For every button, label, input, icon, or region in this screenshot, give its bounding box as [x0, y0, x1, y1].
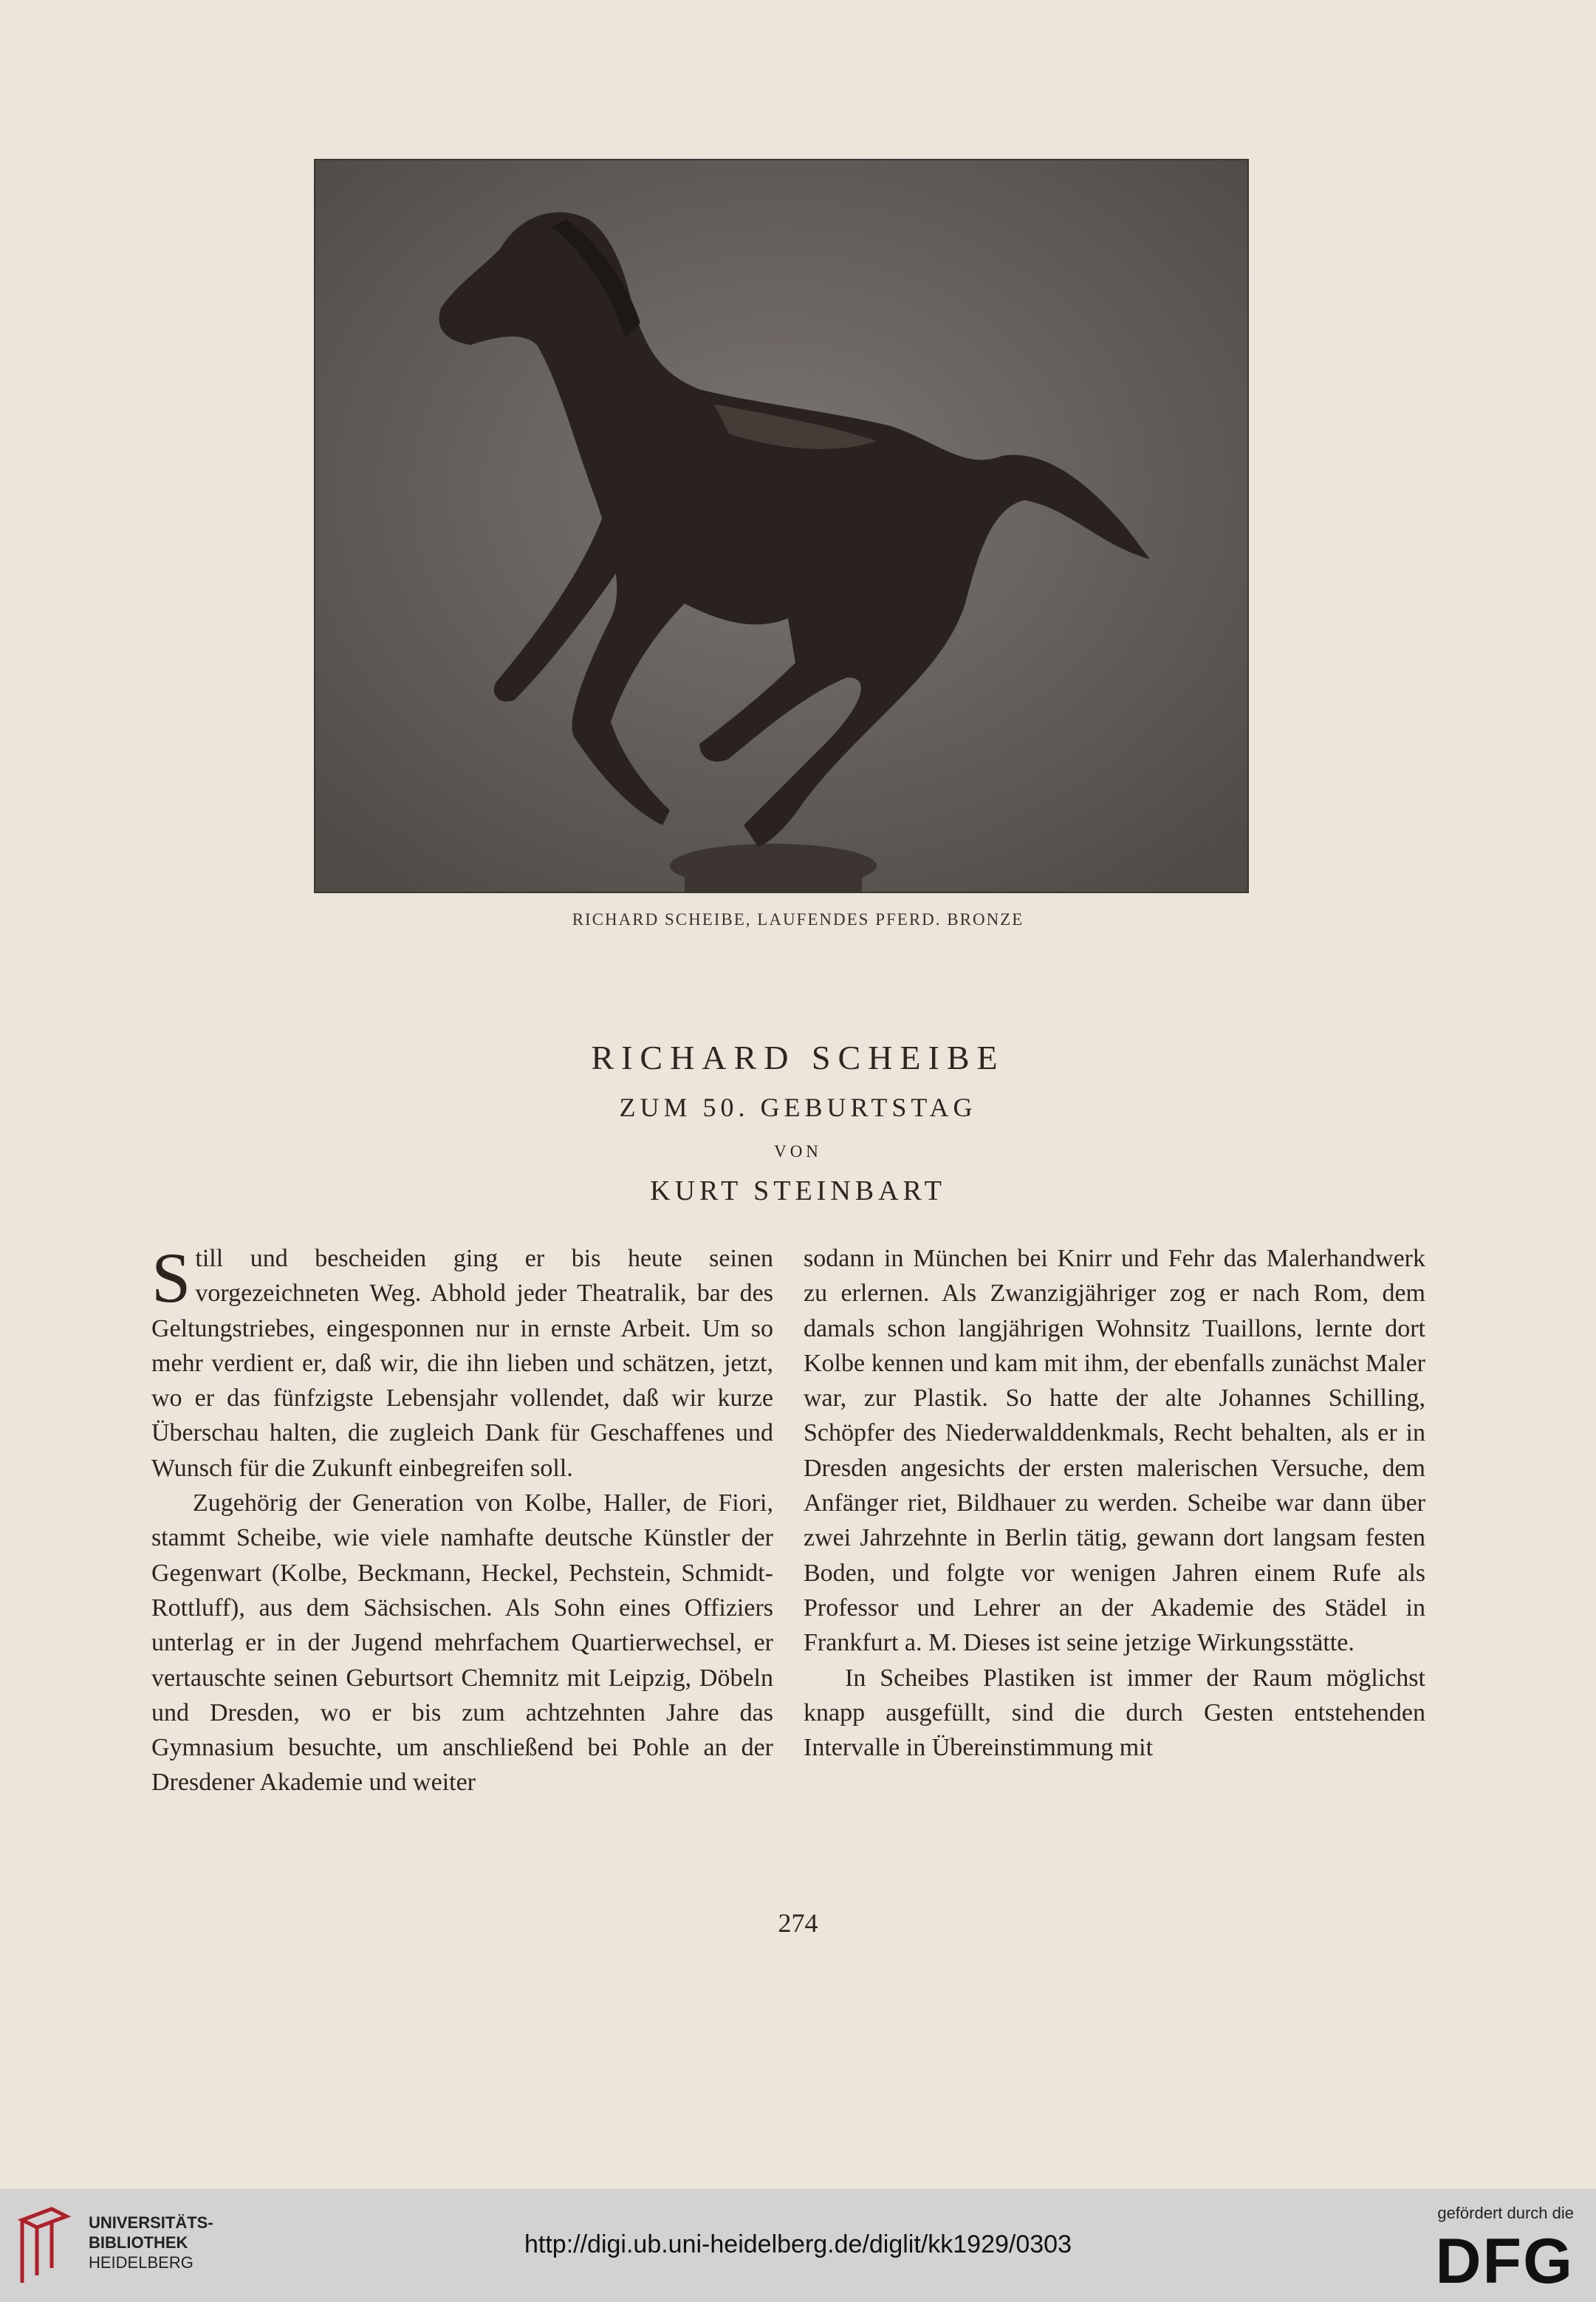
article-subtitle: ZUM 50. GEBURTSTAG [619, 1093, 977, 1122]
byline-von: VON [774, 1142, 822, 1161]
library-line-3: HEIDELBERG [89, 2253, 193, 2272]
page-number: 274 [778, 1908, 818, 1938]
dfg-logo: DFG [1435, 2226, 1574, 2297]
right-column [804, 1241, 1425, 1765]
article-title: RICHARD SCHEIBE [591, 1039, 1005, 1076]
right-paragraph-1: sodann in München bei Knirr und Fehr das Malerhandwerk zu erlernen. Als Zwanzigjähriger zog er nach Rom, dem damals schon langjährigen Wohnsitz Tuaillons, lernte dort Kolbe kennen und kam mit ihm, der ebenfalls zunächst Maler war, zur Plastik. So hatte der alte Johannes Schilling, Schöpfer des Niederwalddenkmals, Recht behalten, als er in Dresden angesichts der ersten malerischen Versuche, dem Anfänger riet, Bildhauer zu werden. Scheibe war dann über zwei Jahrzehnte in Berlin tätig, gewann dort langsam festen Boden, und folgte vor wenigen Jahren einem Rufe als Professor und Lehrer an der Akademie des Städel in Frankfurt a. M. Dieses ist seine jetzige Wirkungsstätte. [804, 1245, 1425, 1657]
library-line-1: UNIVERSITÄTS- [89, 2213, 213, 2232]
left-column [151, 1238, 773, 1800]
document-url[interactable]: http://digi.ub.uni-heidelberg.de/diglit/kk1929/0303 [524, 2230, 1072, 2258]
left-paragraph-1-text: till und bescheiden ging er bis heute seinen vorgezeichneten Weg. Abhold jeder Theatralik, bar des Geltungstriebes, eingesponnen nur in ernste Arbeit. Um so mehr verdient er, daß wir, die ihn lieben und schätzen, jetzt, wo er das fünfzigste Lebensjahr vollendet, daß wir kurze Überschau halten, die zugleich Dank für Geschaffenes und Wunsch für die Zukunft einbegreifen soll. [151, 1245, 773, 1482]
footer-bar [0, 2189, 1596, 2302]
library-line-2: BIBLIOTHEK [89, 2233, 188, 2252]
horse-photo [314, 159, 1249, 893]
drop-cap: S [151, 1238, 191, 1317]
article-author: KURT STEINBART [650, 1175, 946, 1206]
right-paragraph-2: In Scheibes Plastiken ist immer der Raum möglichst knapp ausgefüllt, sind die durch Gesten entstehenden Intervalle in Übereinstimmung mit [804, 1664, 1425, 1762]
figure-caption: RICHARD SCHEIBE, LAUFENDES PFERD. BRONZE [572, 910, 1024, 929]
left-paragraph-2: Zugehörig der Generation von Kolbe, Haller, de Fiori, stammt Scheibe, wie viele namhafte deutsche Künstler der Gegenwart (Kolbe, Beckmann, Heckel, Pechstein, Schmidt-Rottluff), aus dem Sächsischen. Als Sohn eines Offiziers unterlag er in der Jugend mehrfachem Quartierwechsel, er vertauschte seinen Geburtsort Chemnitz mit Leipzig, Döbeln und Dresden, wo er bis zum achtzehnten Jahre das Gymnasium besuchte, um anschließend bei Pohle an der Dresdener Akademie und weiter [151, 1489, 773, 1797]
left-paragraph-1 [151, 1238, 773, 1486]
bronze-horse-photo-icon [315, 160, 1247, 892]
funding-note: gefördert durch die [1437, 2204, 1574, 2222]
